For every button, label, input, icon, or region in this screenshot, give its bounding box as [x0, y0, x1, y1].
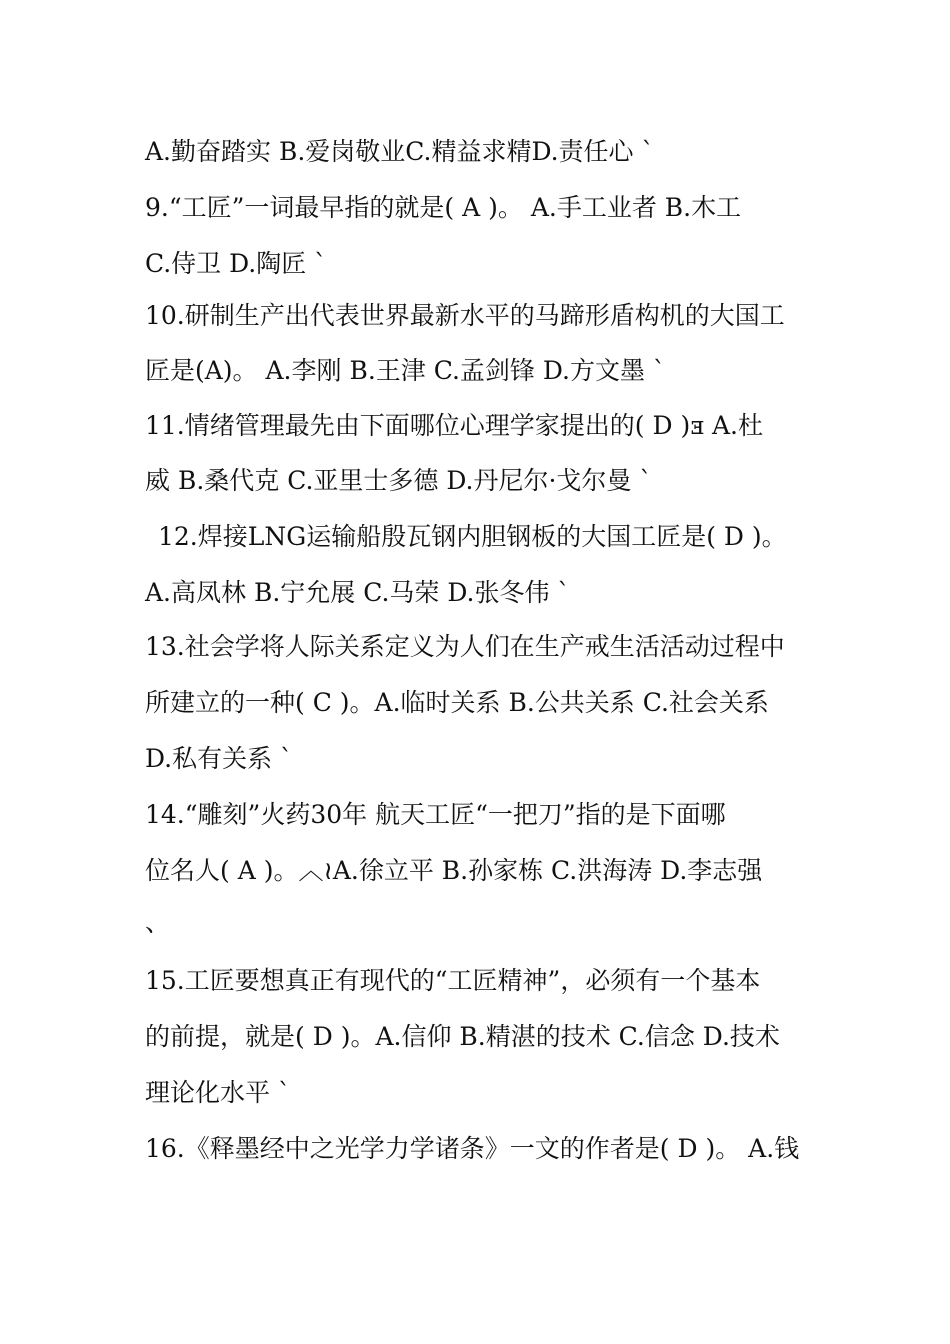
text-line: 理论化水平 ` — [145, 1078, 291, 1107]
text-line: 位名人( A )。︿≀A.徐立平 B.孙家栋 C.洪海涛 D.李志强 — [145, 856, 763, 885]
question-15-line: 15.工匠要想真正有现代的“工匠精神”，必须有一个基本 — [145, 966, 761, 995]
text-line: A.勤奋踏实 B.爱岗敬业C.精益求精D.责任心 ` — [145, 137, 654, 166]
question-9-line: 9.“工匠”一词最早指的就是( A )。 A.手工业者 B.木工 — [145, 193, 742, 222]
text-line: C.侍卫 D.陶匠 ` — [145, 249, 327, 278]
question-14-line: 14.“雕刻”火药30年 航天工匠“一把刀”指的是下面哪 — [145, 800, 726, 829]
text-line: 所建立的一种( C )。A.临时关系 B.公共关系 C.社会关系 — [145, 688, 769, 717]
question-11-line: 11.情绪管理最先由下面哪位心理学家提出的( D )ⱻ A.杜 — [145, 411, 763, 440]
question-13-line: 13.社会学将人际关系定义为人们在生产戒生活活动过程中 — [145, 632, 785, 661]
text-line: A.高凤林 B.宁允展 C.马荣 D.张冬伟 ` — [145, 578, 570, 607]
question-10-line: 10.研制生产出代表世界最新水平的马蹄形盾构机的大国工 — [145, 301, 785, 330]
question-16-line: 16.《释墨经中之光学力学诸条》一文的作者是( D )。 A.钱 — [145, 1134, 800, 1163]
text-line: 的前提，就是( D )。A.信仰 B.精湛的技术 C.信念 D.技术 — [145, 1022, 780, 1051]
question-12-line: 12.焊接LNG运输船殷瓦钢内胆钢板的大国工匠是( D )。 — [158, 522, 787, 551]
text-line: 匠是(A)。 A.李刚 B.王津 C.孟剑锋 D.方文墨 ` — [145, 356, 666, 385]
text-line: D.私有关系 ` — [145, 744, 293, 773]
text-line: 威 B.桑代克 C.亚里士多德 D.丹尼尔·戈尔曼 ` — [145, 466, 652, 495]
text-line: 、 — [145, 908, 171, 937]
